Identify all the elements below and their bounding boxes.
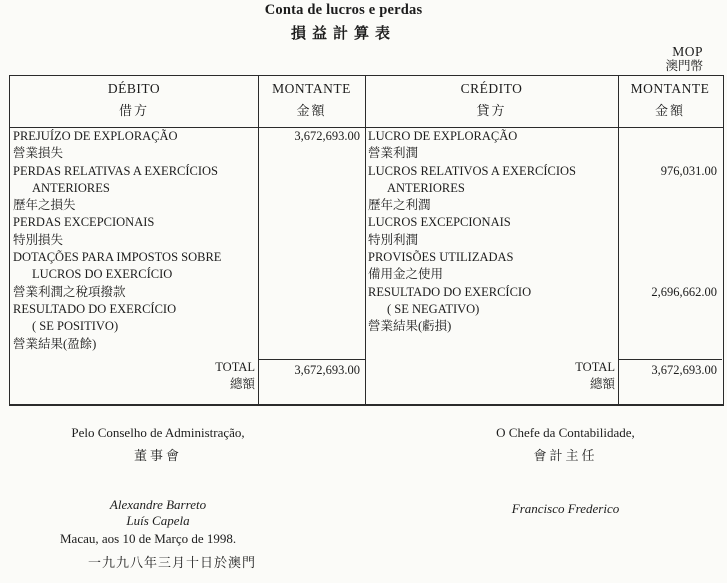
credit-entry-cell: 特別利潤 [368,232,419,247]
credit-amount-cell [618,266,722,283]
debit-entry-cell: ( SE POSITIVO) [32,319,119,334]
debit-entry-cell: PERDAS RELATIVAS A EXERCÍCIOS [13,163,219,178]
debit-entry-cell: 營業結果(盈餘) [13,336,97,351]
dateline-pt: Macau, aos 10 de Março de 1998. [60,531,237,546]
signature-title-pt: Pelo Conselho de Administração, [71,425,245,440]
signature-name: Alexandre Barreto [109,497,207,512]
debit-total-label [10,359,258,404]
credit-entry-cell: LUCRO DE EXPLORAÇÃO [368,129,518,143]
credit-total-label [365,359,618,404]
profit-loss-table [9,75,724,406]
credit-entry-cell: 營業利潤 [368,146,419,161]
debit-amount-cell [258,163,365,180]
header-credit [365,76,618,127]
credit-entry-cell: 營業結果(虧損) [368,319,452,334]
debit-amount-cell [258,214,365,231]
header-credit-pt: CRÉDITO [460,81,523,96]
document-title-pt: Conta de lucros e perdas [264,2,423,18]
signature-title-pt: O Chefe da Contabilidade, [496,425,635,440]
debit-entry-cell: 營業損失 [13,146,64,161]
credit-amount-cell [618,301,722,318]
credit-amount-cell [618,145,722,162]
dateline-block [60,531,256,571]
credit-amount-cell: 2,696,662.00 [651,284,717,299]
debit-amount-cell [258,249,365,266]
debit-amount-cell [258,232,365,249]
credit-amount-cell [618,128,722,145]
debit-total-amount: 3,672,693.00 [258,359,365,410]
table-footer [10,353,723,404]
credit-entry-cell: LUCROS EXCEPCIONAIS [368,215,511,230]
credit-total-amount: 3,672,693.00 [618,359,722,410]
header-debit-amount [258,76,365,127]
signature-names [58,497,258,529]
table-header [10,76,723,128]
credit-amount-cell [618,232,722,249]
credit-entry-cell: RESULTADO DO EXERCÍCIO [368,284,532,299]
header-credit-amount-zh: 金額 [654,103,685,118]
column-divider [618,76,619,404]
debit-total-label-zh: 總額 [229,377,255,391]
credit-entry-cell: 歷年之利潤 [368,198,431,213]
debit-entry-cell: 營業利潤之稅項撥款 [13,284,126,299]
signature-block-administration [58,425,258,529]
column-divider [365,76,366,404]
credit-amount-cell [618,180,722,197]
credit-entry-cell: ANTERIORES [387,180,465,195]
credit-entry-cell: 備用金之使用 [368,267,444,282]
credit-amount-cell [618,336,722,353]
credit-total-label-pt: TOTAL [575,360,615,374]
debit-amount-cell [258,145,365,162]
signature-title-zh: 董事會 [133,448,182,463]
debit-amount-cell [258,301,365,318]
debit-entry-cell: ANTERIORES [32,180,110,195]
document-title-block [0,2,687,43]
header-credit-amount [618,76,722,127]
credit-amount-cell: 976,031.00 [660,163,717,178]
signature-title-zh: 會計主任 [533,448,598,463]
signature-name: Luís Capela [126,513,190,528]
debit-amount-cell [258,318,365,335]
debit-amount-cell [258,266,365,283]
header-debit-amount-pt: MONTANTE [272,81,351,96]
header-credit-amount-pt: MONTANTE [630,81,710,96]
debit-entry-cell: RESULTADO DO EXERCÍCIO [13,301,177,316]
debit-entry-cell: PERDAS EXCEPCIONAIS [13,215,155,230]
credit-amount-cell [618,249,722,266]
debit-amount-cell [258,180,365,197]
currency-code: MOP [672,44,703,59]
currency-name-zh: 澳門幣 [665,59,703,73]
header-credit-zh: 貸方 [476,103,507,118]
header-debit-amount-zh: 金額 [296,103,327,118]
debit-entry-cell: DOTAÇÕES PARA IMPOSTOS SOBRE [13,250,222,265]
credit-amount-cell [618,214,722,231]
signature-block-accounting [468,425,663,517]
signature-name: Francisco Frederico [511,501,620,516]
dateline-zh: 一九九八年三月十日於澳門 [88,555,257,570]
credit-amount-cell [618,318,722,335]
debit-entry-cell: LUCROS DO EXERCÍCIO [32,267,173,282]
debit-total-label-pt: TOTAL [215,360,255,374]
header-debit-pt: DÉBITO [107,81,161,96]
document-title-zh: 損益計算表 [290,26,396,42]
debit-entry-cell: PREJUÍZO DE EXPLORAÇÃO [13,129,178,143]
currency-block [665,44,703,74]
debit-entry-cell: 特別損失 [13,232,64,247]
header-debit [10,76,258,127]
credit-entry-cell: PROVISÕES UTILIZADAS [368,250,514,265]
debit-entry-cell: 歷年之損失 [13,198,76,213]
credit-total-label-zh: 總額 [589,377,615,391]
credit-entry-cell [365,336,618,353]
credit-amount-cell [618,197,722,214]
debit-amount-cell: 3,672,693.00 [294,129,360,143]
table-body [10,128,723,353]
column-divider [258,76,259,404]
debit-amount-cell [258,284,365,301]
header-debit-zh: 借方 [118,103,149,118]
debit-amount-cell [258,197,365,214]
credit-entry-cell: ( SE NEGATIVO) [387,301,480,316]
debit-amount-cell [258,336,365,353]
credit-entry-cell: LUCROS RELATIVOS A EXERCÍCIOS [368,163,577,178]
signature-names [468,501,663,517]
